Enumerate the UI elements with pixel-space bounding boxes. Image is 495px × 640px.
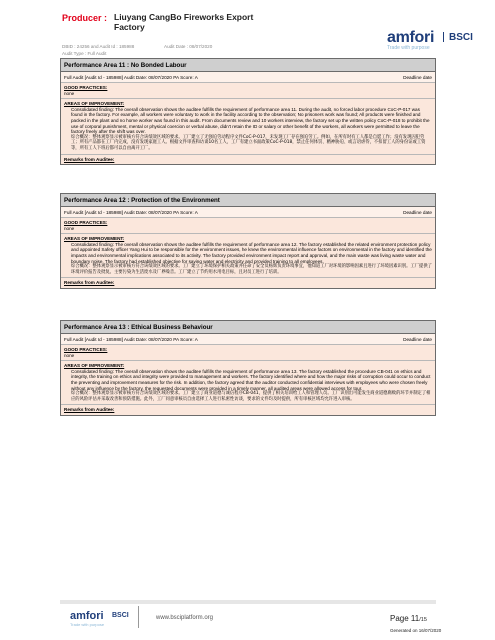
audit-meta [62, 43, 213, 57]
deadline-label: Deadline date [403, 337, 432, 342]
improvement-text-en: Consolidated finding: The overall observation shows the auditee fulfills the requirement of performance area 12. The factory established the related environment protection policy and appointed Safety officer Yang Hui to be responsible for the environment issues, he knew the environmental influence factors on environmental in the factory and identified the impacts and environmental implications associated to its activity. The factory provided environment impact report and approval, and the main waste was living waste water and boundary noise. The factory had established objective for saving water and electricity and provided training to all employees. [71, 241, 432, 264]
audit-info: Full Audit [Audit Id - 185988] Audit Date: 08/07/2020 PA Score: A [64, 337, 198, 342]
page-label: Page [390, 614, 409, 623]
improvement-label: AREAS OF IMPROVEMENT: [64, 101, 125, 107]
page-total: /15 [419, 617, 427, 623]
brand-tagline: Trade with purpose [387, 45, 430, 51]
page-footer [60, 600, 480, 640]
good-practices-value: none [64, 225, 75, 231]
performance-area-11 [60, 58, 436, 165]
footer-brand-name: amfori [70, 610, 104, 622]
remarks-section [61, 155, 435, 165]
improvement-label: AREAS OF IMPROVEMENT: [64, 236, 125, 242]
good-practices-value: none [64, 90, 75, 96]
audit-type: Audit Type : Full Audit [62, 51, 107, 56]
producer-label: Producer : [62, 13, 108, 23]
good-practices-label: GOOD PRACTICES: [64, 85, 108, 90]
improvement-text-en: Consolidated finding: The overall observation shows the auditee fulfills the requirement of performance area 13. The factory established the procedure CB-041 on ethics and integrity, the training on ethics and integrity were provided to management and workers. The factory identified where and how the major risks of corruption could occur to conduct the preventing and improvement measures for the risk. In addition, the factory agreed that the auditor conducted confidential interviews with employees who were chosen freely without any influence by the factory, the requested documents were provided in a timely manner, all audited areas were allowed access for tour. [71, 368, 431, 391]
audit-row [61, 334, 435, 345]
area-title: Performance Area 13 : Ethical Business Behaviour [61, 321, 435, 334]
producer-name: Liuyang CangBo Fireworks Export Factory [114, 12, 254, 32]
remarks-label: Remarks from Auditee: [64, 407, 115, 413]
remarks-label: Remarks from Auditee: [64, 156, 115, 162]
brand-suffix: BSCI [449, 32, 473, 43]
generated-date: Generated on 16/07/2020 [390, 628, 442, 633]
audit-date: Audit Date : 08/07/2020 [164, 44, 213, 49]
audit-info: Full Audit [Audit Id - 185988] Audit Date: 08/07/2020 PA Score: A [64, 75, 198, 80]
improvement-section [61, 99, 435, 154]
improvement-section [61, 361, 435, 405]
audit-row [61, 207, 435, 218]
improvement-section [61, 234, 435, 278]
amfori-bsci-logo [387, 29, 495, 53]
page-number [390, 614, 427, 623]
improvement-label: AREAS OF IMPROVEMENT: [64, 363, 125, 369]
improvement-text-zh: 综合概况：整体观察显示被审核方符合该绩效区域的要求。工厂建立了无强迫劳动程序文件CoC-P-017，未发现工厂存在强迫劳工。例如，在所有时有工人都是自愿工作；没有发现囚犯劳工；所有产品都在工厂内完成，没有发现家庭工人。根据文件审查和访谈10名工人，工厂有建立书面政策CoC-P-018，禁止任何体罚、精神胁迫、或言语虐待，不扣留工人的身份证或工资等，所有工人下班后都可以自由离开工厂。 [71, 134, 426, 151]
area-title: Performance Area 12 : Protection of the Environment [61, 194, 435, 207]
remarks-section [61, 405, 435, 415]
remarks-section [61, 278, 435, 288]
footer-divider [60, 600, 436, 604]
good-practices-label: GOOD PRACTICES: [64, 347, 108, 352]
audit-info: Full Audit [Audit Id - 185988] Audit Date: 08/07/2020 PA Score: A [64, 210, 198, 215]
good-practices-label: GOOD PRACTICES: [64, 220, 108, 225]
page-current: 11 [410, 614, 420, 623]
logo-divider [443, 32, 444, 42]
performance-area-13 [60, 320, 436, 416]
good-practices-section [61, 345, 435, 361]
footer-separator [138, 606, 139, 628]
report-header [62, 12, 473, 56]
platform-url-link[interactable]: www.bsciplatform.org [156, 615, 214, 621]
remarks-label: Remarks from Auditee: [64, 280, 115, 286]
deadline-label: Deadline date [403, 75, 432, 80]
good-practices-section [61, 218, 435, 234]
footer-brand-suffix: BSCI [112, 612, 129, 619]
brand-name: amfori [387, 29, 435, 46]
area-title: Performance Area 11 : No Bonded Labour [61, 59, 435, 72]
footer-brand-tagline: Trade with purpose [70, 622, 105, 627]
improvement-text-zh: 综合概况：整体观察显示被审核方符合该绩效区域的要求。工厂建立了环境保护相关政策并任命了安全员杨辉负责环境事宜，他知道工厂对环境的影响因素且进行了环境因素识别。工厂提供了环境评价报告及批复。主要污染为生活废水及厂界噪音。工厂建立了节约用水用电目标，且对员工进行了培训。 [71, 264, 432, 275]
improvement-text-zh: 综合概况：整体观察显示被审核方符合该绩效区域的要求。工厂建立了商业道德与诚信程序CB-041，提供了相关培训给工人和管理人员。工厂识别出可能发生商业道德腐败的环节并制定了相应的风险评估并采取改善和预防措施。此外，工厂同意审核员自由选择工人进行私密性访谈，要求的文件均及时提供，所有审核区域均允许进入审核。 [71, 391, 431, 402]
dbid-line: DBID : 24256 and Audit Id : 185988 [62, 44, 135, 49]
audit-row [61, 72, 435, 83]
deadline-label: Deadline date [403, 210, 432, 215]
performance-area-12 [60, 193, 436, 289]
good-practices-section [61, 83, 435, 99]
good-practices-value: none [64, 352, 75, 358]
improvement-text-en: Consolidated finding: The overall observation shows the auditee fulfills the requirement of performance area 11. During the audit, no forced labor procedure CoC-P-017 was found in the factory. For example, all workers were voluntary to work in the facility according to the observation; No prisoners work was found; All products were finished and packed in the plant and no home worker was found in this audit. From documents review and 10 workers interview, the factory set up the written policy CoC-P-018 to prohibit the use of corporal punishment, mental or physical coercion or verbal abuse, didn't retain the ID or salary or other benefit of the workers, all workers were permitted to leave the factory freely after the shift was over. [71, 106, 430, 135]
